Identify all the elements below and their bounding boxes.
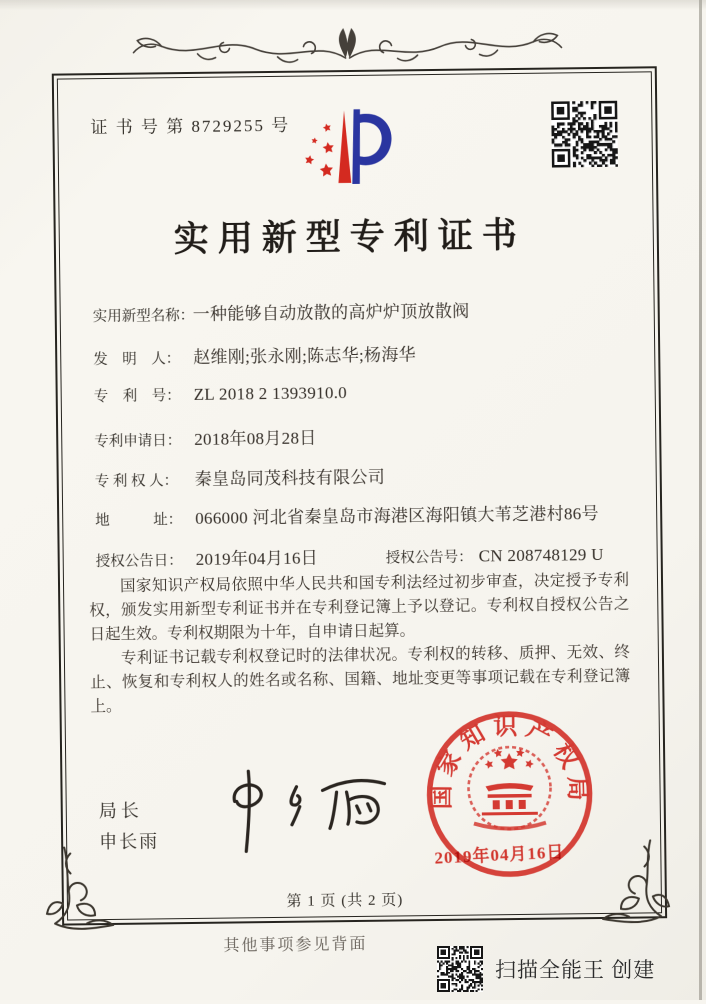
legal-text [89, 569, 631, 720]
scan-edge-shadow [0, 0, 706, 10]
field-value: 066000 河北省秦皇岛市海港区海阳镇大苇芝港村86号 [195, 503, 599, 528]
camscanner-qr-icon [437, 946, 483, 992]
grant-date-value: 2019年04月16日 [195, 548, 319, 569]
grant-number-value: CN 208748129 U [478, 544, 604, 566]
camscanner-watermark [437, 946, 655, 992]
commissioner-name: 申长雨 [99, 831, 160, 853]
national-emblem-icon [481, 748, 538, 816]
see-back-note: 其他事项参见背面 [223, 935, 368, 955]
scan-page-edge [699, 0, 702, 1000]
certificate-title: 实用新型专利证书 [173, 215, 527, 260]
seal-ring-text: 国家知识产权局 [429, 713, 591, 810]
field-label: 地 址： [95, 512, 183, 530]
legal-paragraph: 专利证书记载专利权登记时的法律状况。专利权的转移、质押、无效、终止、恢复和专利权人的姓名或名称、国籍、地址变更等事项记载在专利登记簿上。 [90, 643, 631, 716]
legal-paragraph: 国家知识产权局依照中华人民共和国专利法经过初步审查，决定授予专利权，颁发实用新型专利证书并在专利登记簿上予以登记。专利权自授权公告之日起生效。专利权期限为十年，自申请日起算。 [89, 571, 630, 644]
shen-changyu-signature-icon [196, 759, 402, 861]
top-scroll-ornament-icon [127, 13, 568, 74]
certificate-number: 证 书 号 第 8729255 号 [90, 115, 291, 138]
cnipa-logo-icon [294, 103, 403, 200]
field-value: 一种能够自动放散的高炉炉顶放散阀 [192, 301, 470, 324]
corner-ornament-right-icon [592, 836, 681, 929]
certificate-qr-code [551, 101, 618, 168]
field-value: ZL 2018 2 1393910.0 [193, 383, 348, 404]
corner-ornament-left-icon [34, 843, 123, 936]
field-label: 专利申请日： [94, 433, 182, 451]
field-value: 秦皇岛同茂科技有限公司 [194, 467, 386, 489]
grant-number-label: 授权公告号： [385, 549, 473, 567]
field-value: 2018年08月28日 [194, 428, 317, 449]
camscanner-label: 扫描全能王 创建 [495, 958, 656, 982]
seal-date: 2019年04月16日 [434, 842, 565, 868]
field-label: 发 明 人： [93, 351, 181, 369]
field-label: 专 利 号： [93, 388, 181, 406]
field-label: 专 利 权 人： [94, 473, 179, 491]
field-value: 赵维刚;张永刚;陈志华;杨海华 [193, 345, 417, 367]
commissioner-title: 局长 [98, 800, 143, 822]
grant-date-label: 授权公告日： [95, 553, 183, 571]
page-indicator: 第 1 页 (共 2 页) [286, 892, 404, 910]
field-label: 实用新型名称： [92, 307, 195, 326]
